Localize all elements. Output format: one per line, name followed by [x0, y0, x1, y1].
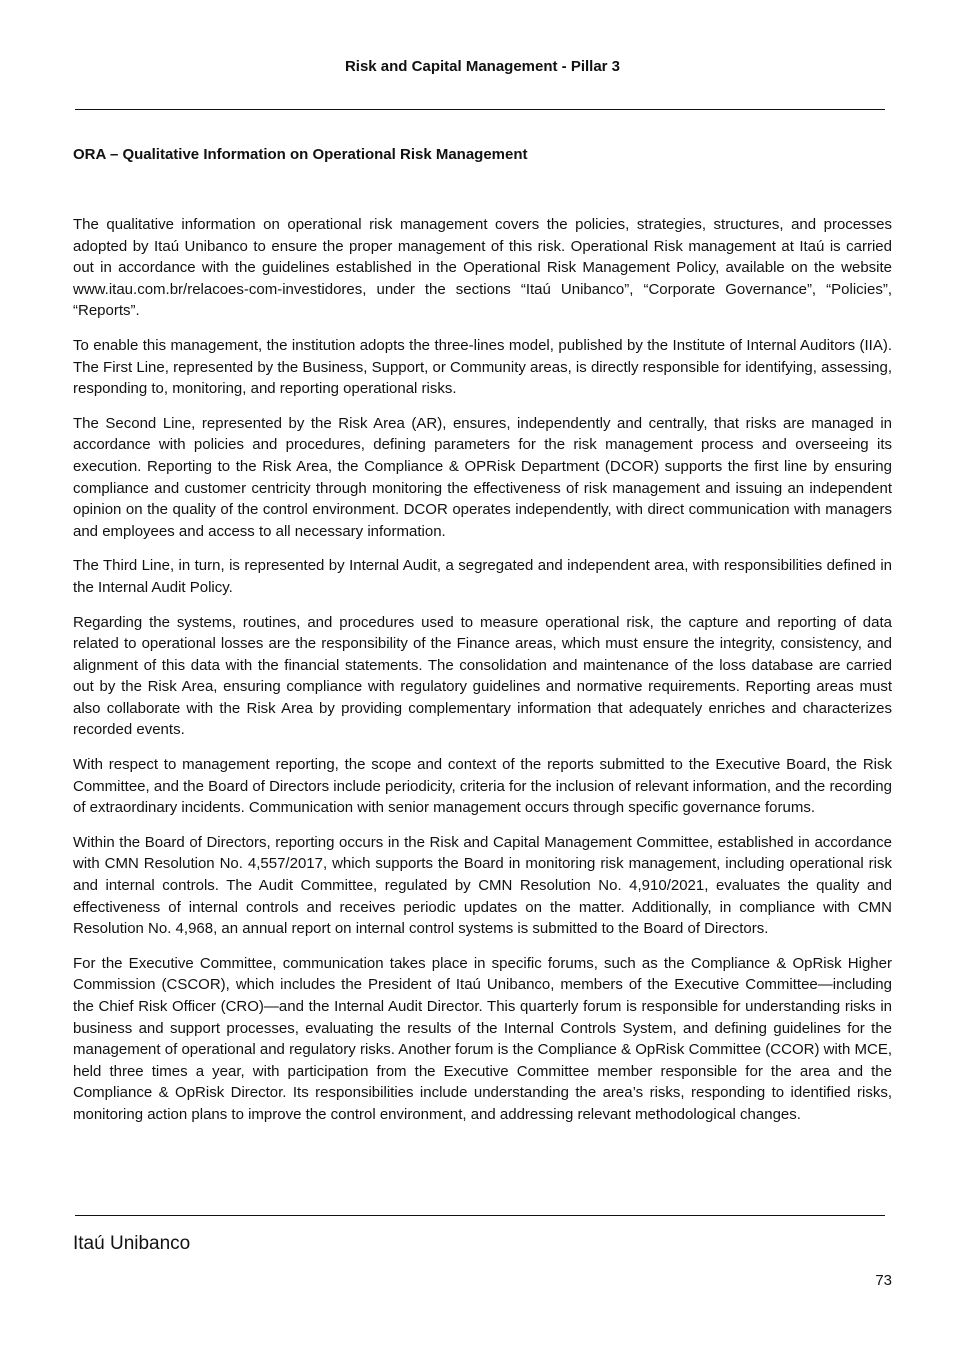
paragraph: The qualitative information on operational risk management covers the policies, strategies, structures, and processes adopted by Itaú Unibanco to ensure the proper management of this risk. Operational Risk management at Itaú is carried out in accordance with the guidelines established in the Operational Risk Management Policy, available on the website www.itau.com.br/relacoes-com-investidores, under the sections “Itaú Unibanco”, “Corporate Governance”, “Policies”, “Reports”.: [73, 216, 892, 320]
section-title: ORA – Qualitative Information on Operational Risk Management: [73, 146, 528, 163]
header-divider: [75, 109, 885, 110]
paragraph: The Second Line, represented by the Risk Area (AR), ensures, independently and centrally, that risks are managed in accordance with policies and procedures, defining parameters for the risk management process and overseeing its execution. Reporting to the Risk Area, the Compliance & OPRisk Department (DCOR) supports the first line by ensuring compliance and customer centricity through monitoring the effectiveness of risk management and issuing an independent opinion on the quality of the control environment. DCOR operates independently, with direct communication with managers and employees and access to all necessary information.: [73, 414, 892, 540]
document-body: [73, 214, 892, 1139]
paragraph: For the Executive Committee, communication takes place in specific forums, such as the Compliance & OpRisk Higher Commission (CSCOR), which includes the President of Itaú Unibanco, members of the Executive Committee—including the Chief Risk Officer (CRO)—and the Internal Audit Director. This quarterly forum is responsible for understanding risks in business and support processes, evaluating the results of the Internal Controls System, and defining guidelines for the management of operational and regulatory risks. Another forum is the Compliance & OpRisk Committee (CCOR) with MCE, held three times a year, with participation from the Executive Committee member responsible for the area and the Compliance & OpRisk Director. Its responsibilities include understanding the area’s risks, responding to identified risks, monitoring action plans to improve the control environment, and addressing relevant methodological changes.: [73, 954, 892, 1123]
paragraph: With respect to management reporting, the scope and context of the reports submitted to the Executive Board, the Risk Committee, and the Board of Directors include periodicity, criteria for the inclusion of relevant information, and the recording of extraordinary incidents. Communication with senior management occurs through specific governance forums.: [73, 756, 892, 817]
footer-divider: [75, 1215, 885, 1216]
paragraph: Within the Board of Directors, reporting occurs in the Risk and Capital Management Committee, established in accordance with CMN Resolution No. 4,557/2017, which supports the Board in monitoring risk management, including operational risk and internal controls. The Audit Committee, regulated by CMN Resolution No. 4,910/2021, evaluates the quality and effectiveness of internal controls and receives periodic updates on the matter. Additionally, in compliance with CMN Resolution No. 4,968, an annual report on internal control systems is submitted to the Board of Directors.: [73, 833, 892, 938]
page-header-title: Risk and Capital Management - Pillar 3: [344, 58, 621, 75]
paragraph: The Third Line, in turn, is represented by Internal Audit, a segregated and independent area, with responsibilities defined in the Internal Audit Policy.: [73, 557, 892, 596]
paragraph: Regarding the systems, routines, and procedures used to measure operational risk, the capture and reporting of data related to operational losses are the responsibility of the Finance areas, which must ensure the integrity, consistency, and alignment of this data with the financial statements. The consolidation and maintenance of the loss database are carried out by the Risk Area, ensuring compliance with regulatory guidelines and normative requirements. Reporting areas must also collaborate with the Risk Area by providing complementary information that adequately enriches and characterizes recorded events.: [73, 613, 892, 739]
footer-company: Itaú Unibanco: [73, 1233, 191, 1254]
paragraph: To enable this management, the institution adopts the three-lines model, published by the Institute of Internal Auditors (IIA). The First Line, represented by the Business, Support, or Community areas, is directly responsible for identifying, assessing, responding to, monitoring, and reporting operational risks.: [73, 336, 892, 398]
page-number: 73: [875, 1272, 892, 1289]
